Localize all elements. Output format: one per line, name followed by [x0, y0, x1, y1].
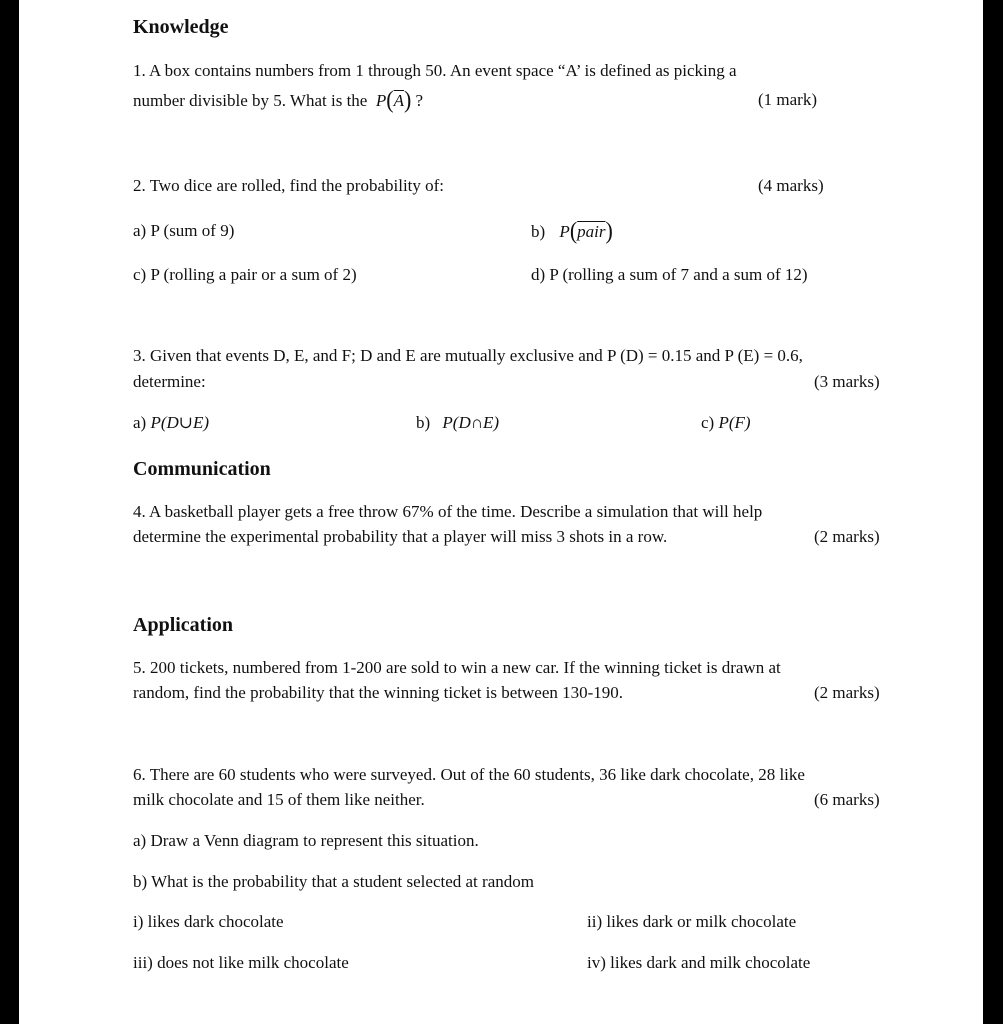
q3-a-expr: P(D∪E): [150, 413, 210, 432]
q1-line2-text: number divisible by 5. What is the: [133, 91, 368, 110]
q4-line2: determine the experimental probability that a player will miss 3 shots in a row.: [133, 527, 668, 546]
math-a-complement: $\overline{A}$: [393, 91, 404, 110]
q4-line1: 4. A basketball player gets a free throw 67% of the time. Describe a simulation that will help: [133, 502, 763, 521]
q6-part-b-ii: ii) likes dark or milk chocolate: [587, 912, 797, 931]
q2-part-d: d) P (rolling a sum of 7 and a sum of 12): [531, 265, 808, 284]
q5-marks: (2 marks): [814, 683, 880, 702]
q2-part-b: [531, 216, 613, 245]
paren-open: (: [569, 216, 578, 245]
q3-part-c: [701, 413, 751, 433]
q1-question-mark: ?: [415, 91, 424, 110]
q6-part-b-iii: iii) does not like milk chocolate: [133, 953, 349, 972]
q2-b-math: [559, 216, 613, 245]
q3-b-expr: P(D∩E): [442, 413, 500, 432]
q5-line2: random, find the probability that the winning ticket is between 130-190.: [133, 683, 624, 702]
q3-c-expr: P(F): [718, 413, 751, 432]
q6-part-b: b) What is the probability that a student selected at random: [133, 872, 534, 891]
section-heading-communication: Communication: [133, 458, 271, 480]
q3-line2: determine:: [133, 372, 206, 391]
section-heading-application: Application: [133, 614, 234, 636]
q3-line1: 3. Given that events D, E, and F; D and E are mutually exclusive and P (D) = 0.15 and P (E) = 0.6,: [133, 346, 803, 365]
q6-line2: milk chocolate and 15 of them like neither.: [133, 790, 425, 809]
q3-marks: (3 marks): [814, 372, 880, 391]
q1-line2: [133, 85, 424, 114]
q2-part-c: c) P (rolling a pair or a sum of 2): [133, 265, 357, 284]
q3-c-label: c): [701, 413, 715, 432]
paren-close: ): [605, 216, 613, 245]
paren-open: (: [386, 85, 394, 114]
paren-close: ): [403, 85, 412, 114]
math-pair-complement: pair: [577, 222, 606, 241]
q1-marks: (1 mark): [758, 90, 818, 109]
q3-a-label: a): [133, 413, 147, 432]
q1-math-p-not-a: [372, 85, 412, 114]
q3-part-a: [133, 413, 209, 433]
q6-part-b-i: i) likes dark chocolate: [133, 912, 284, 931]
q2-marks: (4 marks): [758, 176, 824, 195]
q2-b-label: b): [531, 222, 546, 241]
q3-b-label: b): [416, 413, 431, 432]
q6-part-a: a) Draw a Venn diagram to represent this situation.: [133, 831, 479, 850]
q2-part-a: a) P (sum of 9): [133, 221, 235, 240]
q1-line1: 1. A box contains numbers from 1 through 50. An event space “A’ is defined as picking a: [133, 61, 737, 80]
q6-part-b-iv: iv) likes dark and milk chocolate: [587, 953, 811, 972]
math-p: P: [375, 91, 387, 110]
math-p: P: [559, 222, 570, 241]
q5-line1: 5. 200 tickets, numbered from 1-200 are sold to win a new car. If the winning ticket is drawn at: [133, 658, 781, 677]
q3-part-b: [416, 413, 499, 433]
worksheet-page: [19, 0, 983, 1024]
q6-line1: 6. There are 60 students who were surveyed. Out of the 60 students, 36 like dark chocolate, 28 like: [133, 765, 805, 784]
q4-marks: (2 marks): [814, 527, 880, 546]
q6-marks: (6 marks): [814, 790, 880, 809]
section-heading-knowledge: Knowledge: [133, 16, 229, 38]
q2-stem: 2. Two dice are rolled, find the probability of:: [133, 176, 445, 195]
